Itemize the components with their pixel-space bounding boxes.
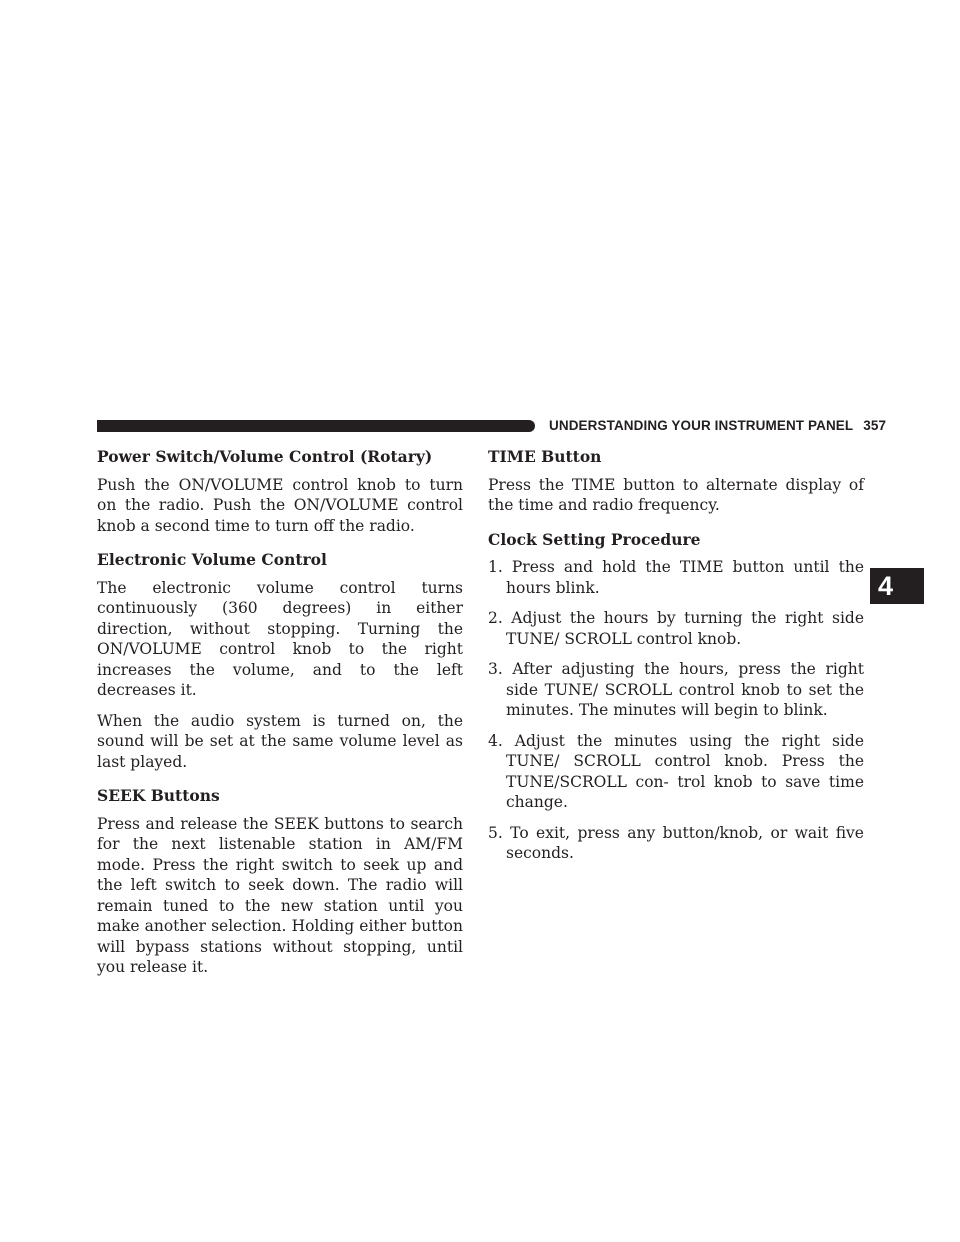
header-rule	[97, 420, 535, 432]
procedure-list	[488, 557, 864, 864]
chapter-tab: 4	[870, 568, 924, 604]
section-heading: Clock Setting Procedure	[488, 529, 701, 549]
section-heading: Electronic Volume Control	[97, 550, 327, 569]
list-item: 3. After adjusting the hours, press the right side TUNE/ SCROLL control knob to set the minutes. The minutes will begin to blink.	[488, 660, 864, 719]
paragraph: The electronic volume control turns continuously (360 degrees) in either direction, without stopping. Turning the ON/VOLUME control knob to the right increases the volume, and to the left decreases it.	[97, 578, 463, 699]
page-number: 357	[863, 418, 887, 433]
paragraph: Push the ON/VOLUME control knob to turn on the radio. Push the ON/VOLUME control knob a second time to turn off the radio.	[97, 475, 463, 535]
section-title: UNDERSTANDING YOUR INSTRUMENT PANEL	[549, 418, 854, 433]
list-item: 4. Adjust the minutes using the right side TUNE/ SCROLL control knob. Press the TUNE/SCROLL con- trol knob to save time change.	[488, 731, 864, 811]
list-item: 1. Press and hold the TIME button until the hours blink.	[488, 558, 864, 597]
list-item: 2. Adjust the hours by turning the right side TUNE/ SCROLL control knob.	[488, 609, 864, 648]
running-header	[549, 418, 886, 433]
paragraph: Press and release the SEEK buttons to search for the next listenable station in AM/FM mode. Press the right switch to seek up and the left switch to seek down. The radio will remain tuned to the new station until you make another selection. Holding either button will bypass stations without stopping, until you release it.	[97, 814, 463, 976]
paragraph: When the audio system is turned on, the sound will be set at the same volume level as last played.	[97, 711, 463, 771]
left-column	[97, 447, 463, 988]
section-heading: SEEK Buttons	[97, 786, 220, 805]
paragraph: Press the TIME button to alternate display of the time and radio frequency.	[488, 475, 864, 514]
section-heading: Power Switch/Volume Control (Rotary)	[97, 447, 433, 466]
right-column	[488, 447, 864, 874]
section-heading: TIME Button	[488, 447, 602, 466]
list-item: 5. To exit, press any button/knob, or wait five seconds.	[488, 823, 864, 862]
